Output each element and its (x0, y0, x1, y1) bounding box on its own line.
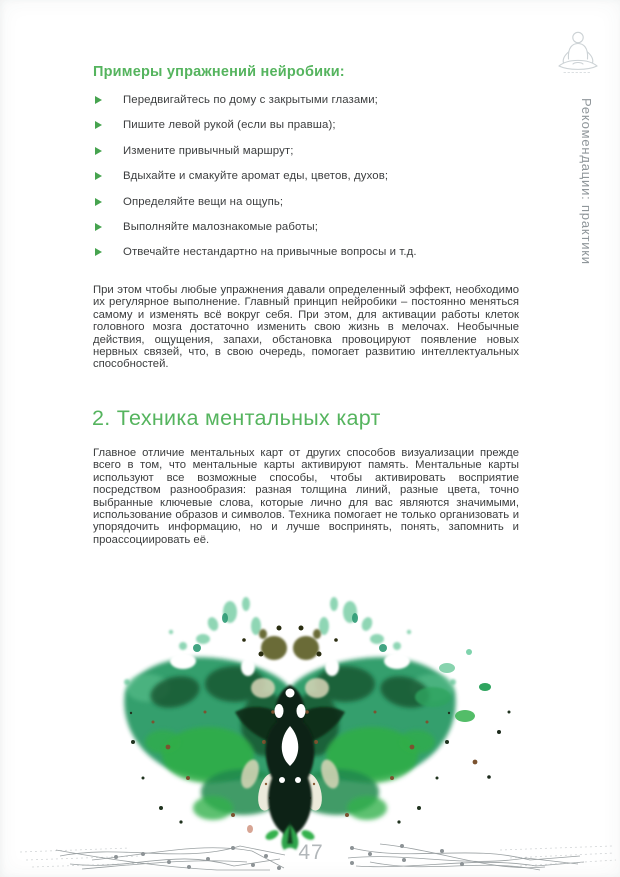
list-item (93, 170, 523, 182)
triangle-bullet-icon (95, 96, 102, 104)
list-item-text: Пишите левой рукой (если вы правша); (123, 119, 336, 132)
network-lines-decoration-left (12, 836, 290, 876)
list-item-text: Выполняйте малознакомые работы; (123, 220, 318, 233)
triangle-bullet-icon (95, 147, 102, 155)
list-item (93, 246, 523, 258)
triangle-bullet-icon (95, 198, 102, 206)
exercise-list (93, 94, 523, 272)
triangle-bullet-icon (95, 248, 102, 256)
list-item-text: Определяйте вещи на ощупь; (123, 195, 284, 208)
sidebar-section-label: Рекомендации: практики (579, 98, 594, 265)
triangle-bullet-icon (95, 172, 102, 180)
network-lines-decoration-right (340, 836, 618, 876)
triangle-bullet-icon (95, 121, 102, 129)
list-item-text: Отвечайте нестандартно на привычные вопросы и т.д. (123, 246, 417, 259)
watercolor-inkblot-image (113, 592, 517, 852)
list-title: Примеры упражнений нейробики: (93, 64, 345, 80)
list-item (93, 221, 523, 233)
page-number: 47 (298, 841, 324, 864)
meditation-lotus-icon (552, 28, 604, 76)
list-item (93, 145, 523, 157)
section-heading: 2. Техника ментальных карт (92, 406, 381, 430)
list-item (93, 196, 523, 208)
list-item-text: Передвигайтесь по дому с закрытыми глазами; (123, 94, 378, 106)
triangle-bullet-icon (95, 223, 102, 231)
paragraph-neurobics: При этом чтобы любые упражнения давали определенный эффект, необходимо их регулярное выполнение. Главный принцип нейробики – постоянно меняться самому и изменять всё вокруг себя. При этом, для активации работы клеток головного мозга достаточно изменить свою жизнь в мелочах. Необычные действия, ощущения, запахи, обстановка провоцируют появление новых нервных связей, что, в свою очередь, помогает развитию интеллектуальных способностей. (93, 284, 519, 371)
list-item-text: Измените привычный маршрут; (123, 144, 294, 157)
list-item-text: Вдыхайте и смакуйте аромат еды, цветов, духов; (123, 170, 389, 183)
list-item (93, 94, 523, 106)
paragraph-mindmaps: Главное отличие ментальных карт от других способов визуализации прежде всего в том, что ментальные карты активируют память. Ментальные карты используют все возможные способы, чтобы активировать восприятие посредством разнообразия: разная толщина линий, разные цвета, точно выбранные ключевые слова, которые лично для вас являются значимыми, использование образов и символов. Техника помогает не только организовать и упорядочить информацию, но и лучше воспринять, понять, запомнить и проассоциировать её. (93, 447, 519, 546)
list-item (93, 119, 523, 131)
